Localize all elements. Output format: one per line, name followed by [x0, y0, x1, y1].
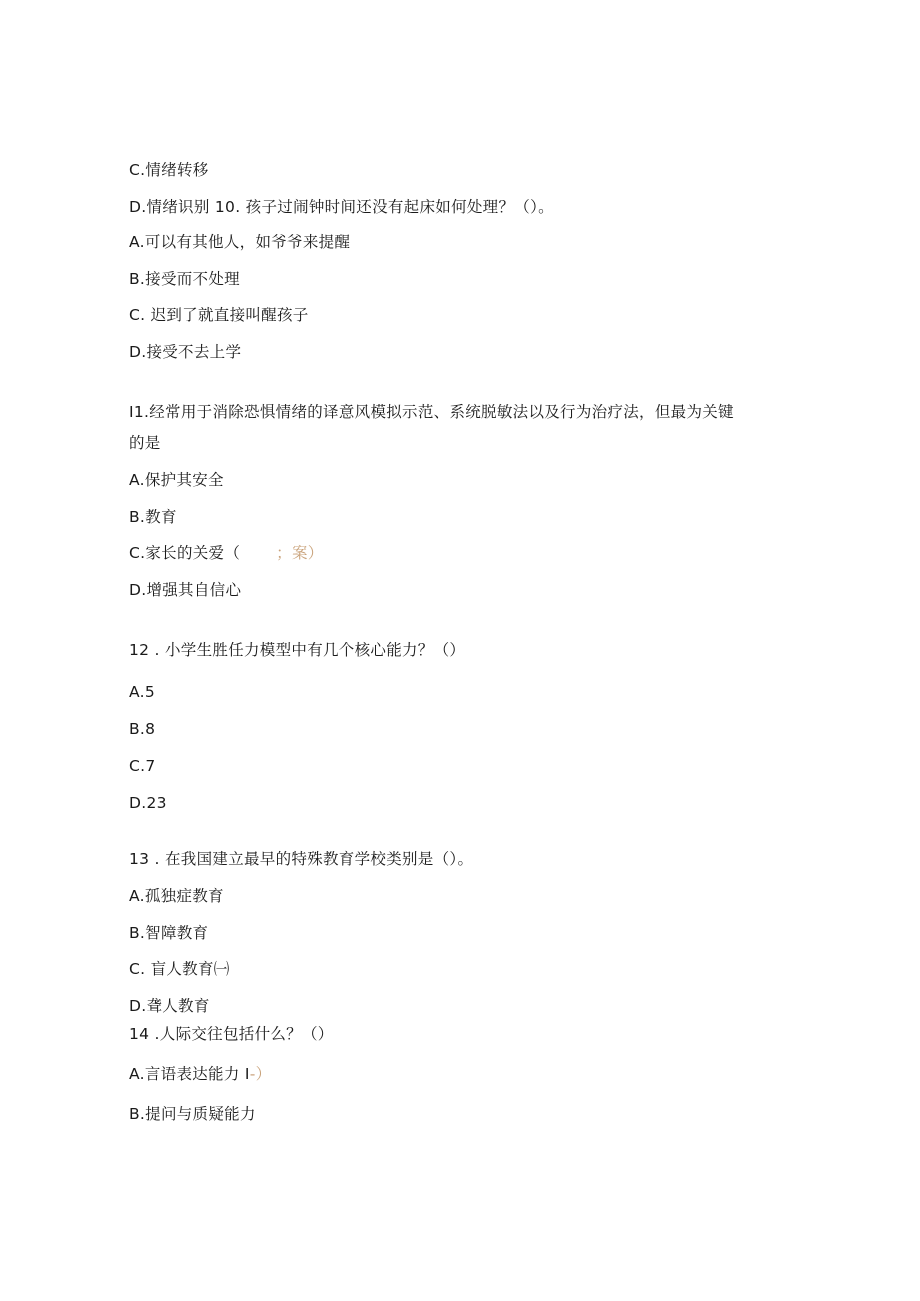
q14-option-b: B.提问与质疑能力 [129, 1105, 256, 1123]
q13-option-c: C. 盲人教育㈠ [129, 960, 230, 978]
q10-option-a: A.可以有其他人，如爷爷来提醒 [129, 233, 351, 251]
q11-option-c-text: C.家长的关爱（ [129, 544, 241, 562]
q13-option-b: B.智障教育 [129, 924, 209, 942]
q12-option-d: D.23 [129, 794, 167, 812]
q12-option-b: B.8 [129, 720, 156, 738]
q14-option-a-text: A.言语表达能力 I [129, 1065, 250, 1083]
q11-option-c [129, 543, 324, 563]
question-13: 13 . 在我国建立最早的特殊教育学校类别是（）。 [129, 850, 474, 868]
q10-option-b: B.接受而不处理 [129, 270, 240, 288]
q12-option-c: C.7 [129, 757, 156, 775]
q14-option-a [129, 1064, 271, 1084]
q12-option-a: A.5 [129, 683, 156, 701]
q11-option-b: B.教育 [129, 508, 177, 526]
q10-option-c: C. 迟到了就直接叫醒孩子 [129, 306, 309, 324]
question-14: 14 .人际交往包括什么？（） [129, 1025, 334, 1043]
option-d-and-question-10: D.情绪识别 10. 孩子过闹钟时间还没有起床如何处理？（）。 [129, 198, 554, 216]
question-11: I1.经常用于消除恐惧情绪的译意风模拟示范、系统脱敏法以及行为治疗法，但最为关键 [129, 403, 734, 421]
q13-option-d: D.聋人教育 [129, 997, 210, 1015]
question-11-continued: 的是 [129, 434, 161, 452]
answer-mark: ；案） [276, 544, 324, 562]
q11-option-d: D.增强其自信心 [129, 581, 242, 599]
q11-option-a: A.保护其安全 [129, 471, 224, 489]
question-12: 12 . 小学生胜任力模型中有几个核心能力？（） [129, 641, 466, 659]
option-c-emotion-transfer: C.情绪转移 [129, 161, 209, 179]
answer-mark-2: -） [249, 1065, 272, 1083]
q13-option-a: A.孤独症教育 [129, 887, 224, 905]
q10-option-d: D.接受不去上学 [129, 343, 242, 361]
